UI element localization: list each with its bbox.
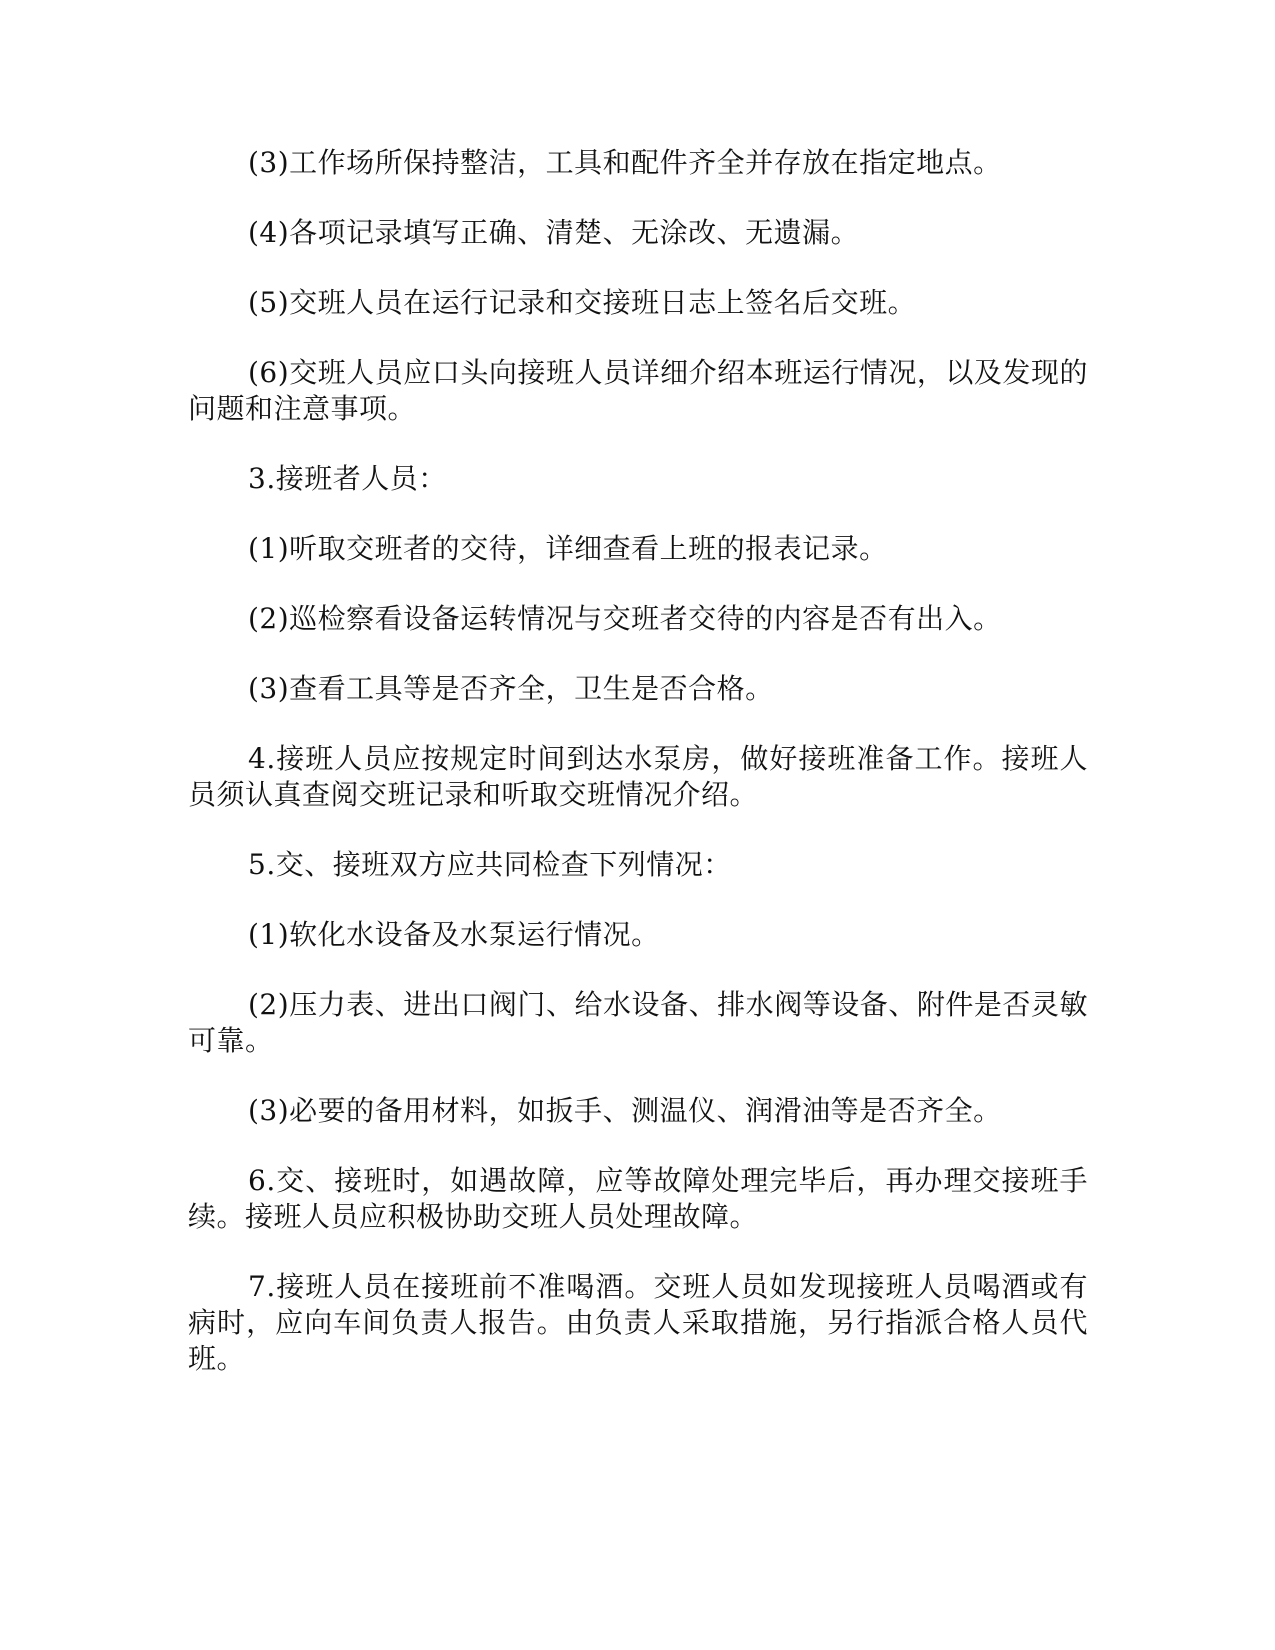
- paragraph-shift-item-6-briefing: (6)交班人员应口头向接班人员详细介绍本班运行情况，以及发现的问题和注意事项。: [188, 356, 1088, 425]
- section-heading-3-receiving-staff: 3.接班者人员：: [248, 462, 447, 495]
- paragraph-shift-item-3-workplace: (3)工作场所保持整洁，工具和配件齐全并存放在指定地点。: [248, 146, 1002, 179]
- paragraph-section-4: 4.接班人员应按规定时间到达水泵房，做好接班准备工作。接班人员须认真查阅交班记录和听取交班情况介绍。: [188, 742, 1088, 811]
- paragraph-check-item-3: (3)必要的备用材料，如扳手、测温仪、润滑油等是否齐全。: [248, 1094, 1002, 1127]
- paragraph-section-7: 7.接班人员在接班前不准喝酒。交班人员如发现接班人员喝酒或有病时，应向车间负责人报告。由负责人采取措施，另行指派合格人员代班。: [188, 1270, 1088, 1375]
- document-body: [188, 145, 1088, 1411]
- section-heading-5-joint-check: 5.交、接班双方应共同检查下列情况：: [248, 848, 732, 881]
- paragraph-receive-item-3: (3)查看工具等是否齐全，卫生是否合格。: [248, 672, 774, 705]
- paragraph-shift-item-5-signature: (5)交班人员在运行记录和交接班日志上签名后交班。: [248, 286, 917, 319]
- paragraph-check-item-2: (2)压力表、进出口阀门、给水设备、排水阀等设备、附件是否灵敏可靠。: [188, 988, 1088, 1057]
- paragraph-shift-item-4-records: (4)各项记录填写正确、清楚、无涂改、无遗漏。: [248, 216, 860, 249]
- paragraph-receive-item-1: (1)听取交班者的交待，详细查看上班的报表记录。: [248, 532, 888, 565]
- paragraph-receive-item-2: (2)巡检察看设备运转情况与交班者交待的内容是否有出入。: [248, 602, 1002, 635]
- paragraph-check-item-1: (1)软化水设备及水泵运行情况。: [248, 918, 660, 951]
- paragraph-section-6: 6.交、接班时，如遇故障，应等故障处理完毕后，再办理交接班手续。接班人员应积极协助交班人员处理故障。: [188, 1164, 1088, 1233]
